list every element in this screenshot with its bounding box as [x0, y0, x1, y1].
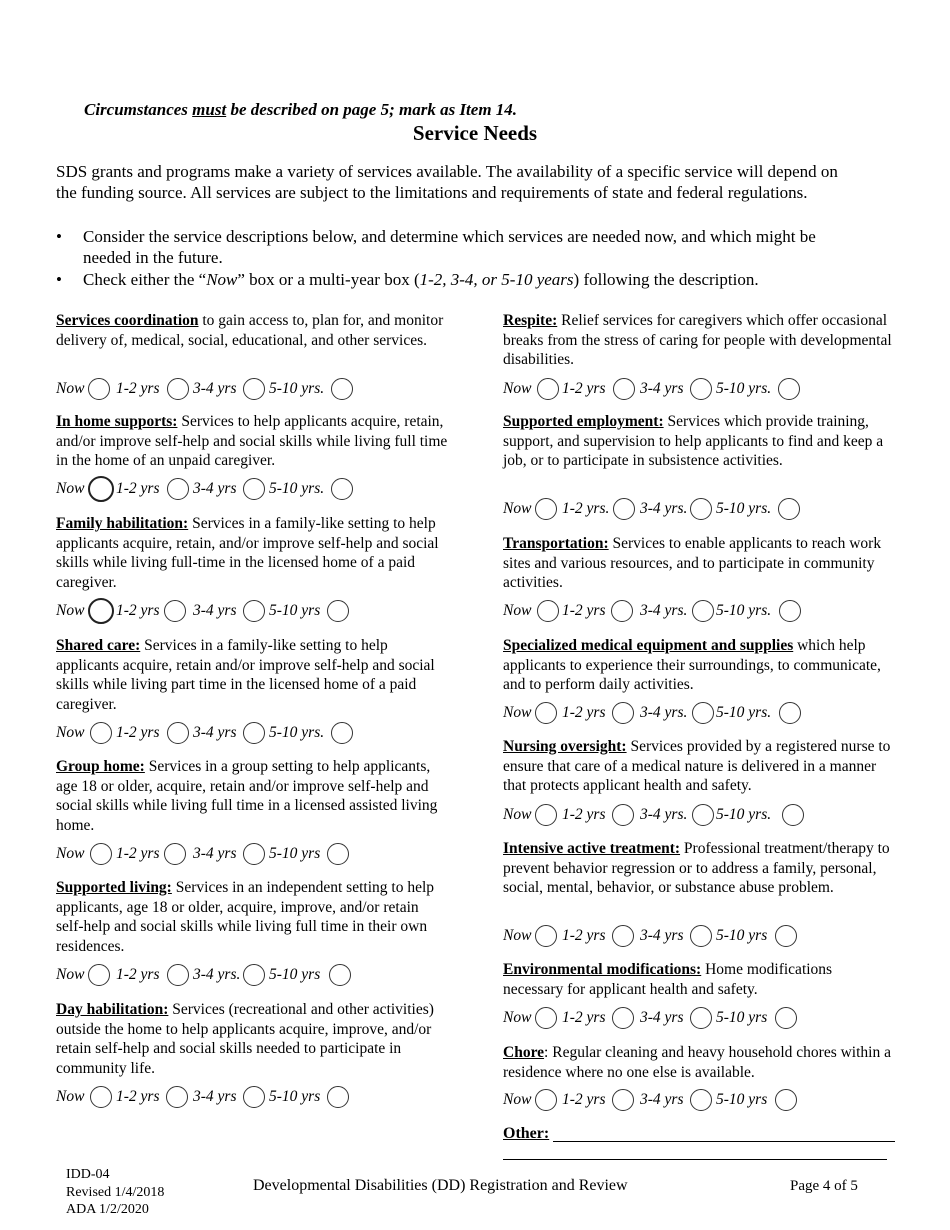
intro-paragraph: SDS grants and programs make a variety of services available. The availability of a specific service will depend on the funding source. All services are subject to the limitations and requirements of state and federal regulations.	[56, 162, 838, 202]
5-10-yrs-radio[interactable]	[775, 1007, 797, 1029]
1-2-yrs-radio[interactable]	[612, 1007, 634, 1029]
3-4-yrs-radio[interactable]	[690, 498, 712, 520]
1-2-yrs-radio[interactable]	[164, 843, 186, 865]
service-nursing-oversight: Nursing oversight: Services provided by a registered nurse to ensure that care of a medical nature is delivered in a manner that protects applicant health and safety.	[503, 738, 891, 794]
service-services-coordination: Services coordination to gain access to, plan for, and monitor delivery of, medical, social, educational, and other services.	[56, 312, 444, 349]
now-radio[interactable]	[535, 804, 557, 826]
circumstances-note: Circumstances must be described on page 5; mark as Item 14.	[84, 100, 518, 119]
revised-date: Revised 1/4/2018	[66, 1184, 165, 1200]
3-4-yrs-radio[interactable]	[690, 925, 712, 947]
instruction-bullet-1: • Consider the service descriptions below, and determine which services are needed now, and which might be needed in the future.	[56, 227, 816, 267]
5-10-yrs-radio[interactable]	[331, 478, 353, 500]
1-2-yrs-radio[interactable]	[612, 702, 634, 724]
service-in-home-supports: In home supports: Services to help applicants acquire, retain, and/or improve self-help and social skills while living full time in the home of an unpaid caregiver.	[56, 413, 448, 469]
service-shared-care: Shared care: Services in a family-like setting to help applicants acquire, retain and/or improve self-help and social skills while living part time in the licensed home of a paid caregiver.	[56, 637, 435, 713]
3-4-yrs-radio[interactable]	[690, 1007, 712, 1029]
1-2-yrs-radio[interactable]	[167, 722, 189, 744]
service-group-home: Group home: Services in a group setting to help applicants, age 18 or older, acquire, retain and/or improve self-help and social skills while living full time in a licensed assisted living home.	[56, 758, 438, 834]
5-10-yrs-radio[interactable]	[782, 804, 804, 826]
3-4-yrs-radio[interactable]	[243, 964, 265, 986]
5-10-yrs-radio[interactable]	[778, 498, 800, 520]
bullet-symbol: •	[56, 270, 62, 289]
5-10-yrs-radio[interactable]	[327, 600, 349, 622]
5-10-yrs-radio[interactable]	[775, 1089, 797, 1111]
service-supported-living: Supported living: Services in an independent setting to help applicants, age 18 or older, acquire, improve, and/or retain self-help and social skills while living full time in their own residences.	[56, 879, 435, 955]
now-radio[interactable]	[535, 925, 557, 947]
now-radio[interactable]	[535, 498, 557, 520]
3-4-yrs-radio[interactable]	[243, 1086, 265, 1108]
5-10-yrs-radio[interactable]	[329, 964, 351, 986]
1-2-yrs-radio[interactable]	[613, 378, 635, 400]
5-10-yrs-radio[interactable]	[779, 702, 801, 724]
now-radio[interactable]	[90, 722, 112, 744]
1-2-yrs-radio[interactable]	[612, 804, 634, 826]
1-2-yrs-radio[interactable]	[167, 478, 189, 500]
ada-date: ADA 1/2/2020	[66, 1202, 149, 1217]
footer-document-title: Developmental Disabilities (DD) Registration and Review	[253, 1177, 628, 1194]
1-2-yrs-radio[interactable]	[612, 925, 634, 947]
service-chore: Chore: Regular cleaning and heavy household chores within a residence where no one else is available.	[503, 1044, 891, 1081]
5-10-yrs-radio[interactable]	[775, 925, 797, 947]
page-number: Page 4 of 5	[790, 1178, 858, 1194]
1-2-yrs-radio[interactable]	[612, 1089, 634, 1111]
other-label: Other:	[503, 1125, 550, 1142]
other-input-line-2[interactable]	[503, 1159, 887, 1160]
3-4-yrs-radio[interactable]	[243, 843, 265, 865]
page-title: Service Needs	[412, 121, 538, 145]
service-respite: Respite: Relief services for caregivers which offer occasional breaks from the stress of caring for people with developmental disabilities.	[503, 312, 892, 368]
now-radio[interactable]	[90, 1086, 112, 1108]
3-4-yrs-radio[interactable]	[692, 702, 714, 724]
now-radio[interactable]	[90, 843, 112, 865]
now-radio[interactable]	[88, 964, 110, 986]
now-radio[interactable]	[535, 1089, 557, 1111]
5-10-yrs-radio[interactable]	[331, 378, 353, 400]
1-2-yrs-radio[interactable]	[611, 600, 633, 622]
service-transportation: Transportation: Services to enable applicants to reach work sites and various resources, and to participate in community activities.	[503, 535, 882, 591]
5-10-yrs-radio[interactable]	[778, 378, 800, 400]
now-radio[interactable]	[88, 598, 114, 624]
3-4-yrs-radio[interactable]	[690, 378, 712, 400]
1-2-yrs-radio[interactable]	[613, 498, 635, 520]
5-10-yrs-radio[interactable]	[327, 1086, 349, 1108]
now-radio[interactable]	[537, 378, 559, 400]
5-10-yrs-radio[interactable]	[331, 722, 353, 744]
3-4-yrs-radio[interactable]	[243, 600, 265, 622]
1-2-yrs-radio[interactable]	[166, 1086, 188, 1108]
now-radio[interactable]	[535, 1007, 557, 1029]
1-2-yrs-radio[interactable]	[167, 378, 189, 400]
now-radio[interactable]	[88, 378, 110, 400]
service-day-habilitation: Day habilitation: Services (recreational and other activities) outside the home to help applicants acquire, improve, and/or retain self-help and social skills needed to participate in community life.	[56, 1001, 434, 1077]
service-supported-employment: Supported employment: Services which provide training, support, and supervision to help applicants to find and keep a job, or to participate in subsistence activities.	[503, 413, 884, 469]
bullet-symbol: •	[56, 227, 62, 246]
form-id: IDD-04	[66, 1167, 110, 1182]
3-4-yrs-radio[interactable]	[243, 378, 265, 400]
now-radio[interactable]	[535, 702, 557, 724]
service-family-habilitation: Family habilitation: Services in a family-like setting to help applicants acquire, retain, and/or improve self-help and social skills while living full-time in the licensed home of a paid caregiver.	[56, 515, 439, 591]
5-10-yrs-radio[interactable]	[327, 843, 349, 865]
now-radio[interactable]	[88, 476, 114, 502]
service-intensive-active-treatment: Intensive active treatment: Professional treatment/therapy to prevent behavior regression or to address a family, personal, social, mental, behavior, or substance abuse problem.	[503, 840, 890, 896]
3-4-yrs-radio[interactable]	[692, 804, 714, 826]
now-radio[interactable]	[537, 600, 559, 622]
3-4-yrs-radio[interactable]	[692, 600, 714, 622]
3-4-yrs-radio[interactable]	[243, 722, 265, 744]
instruction-bullet-2: • Check either the “Now” box or a multi-year box (1-2, 3-4, or 5-10 years) following the description.	[56, 270, 759, 289]
1-2-yrs-radio[interactable]	[167, 964, 189, 986]
1-2-yrs-radio[interactable]	[164, 600, 186, 622]
3-4-yrs-radio[interactable]	[243, 478, 265, 500]
5-10-yrs-radio[interactable]	[779, 600, 801, 622]
service-specialized-medical-equipment: Specialized medical equipment and supplies which help applicants to experience their surroundings, to communicate, and to perform daily activities.	[503, 637, 881, 693]
footer-form-info	[66, 1166, 164, 1219]
service-environmental-modifications: Environmental modifications: Home modifications necessary for applicant health and safety.	[503, 961, 833, 998]
3-4-yrs-radio[interactable]	[690, 1089, 712, 1111]
other-input-line[interactable]	[553, 1141, 895, 1142]
